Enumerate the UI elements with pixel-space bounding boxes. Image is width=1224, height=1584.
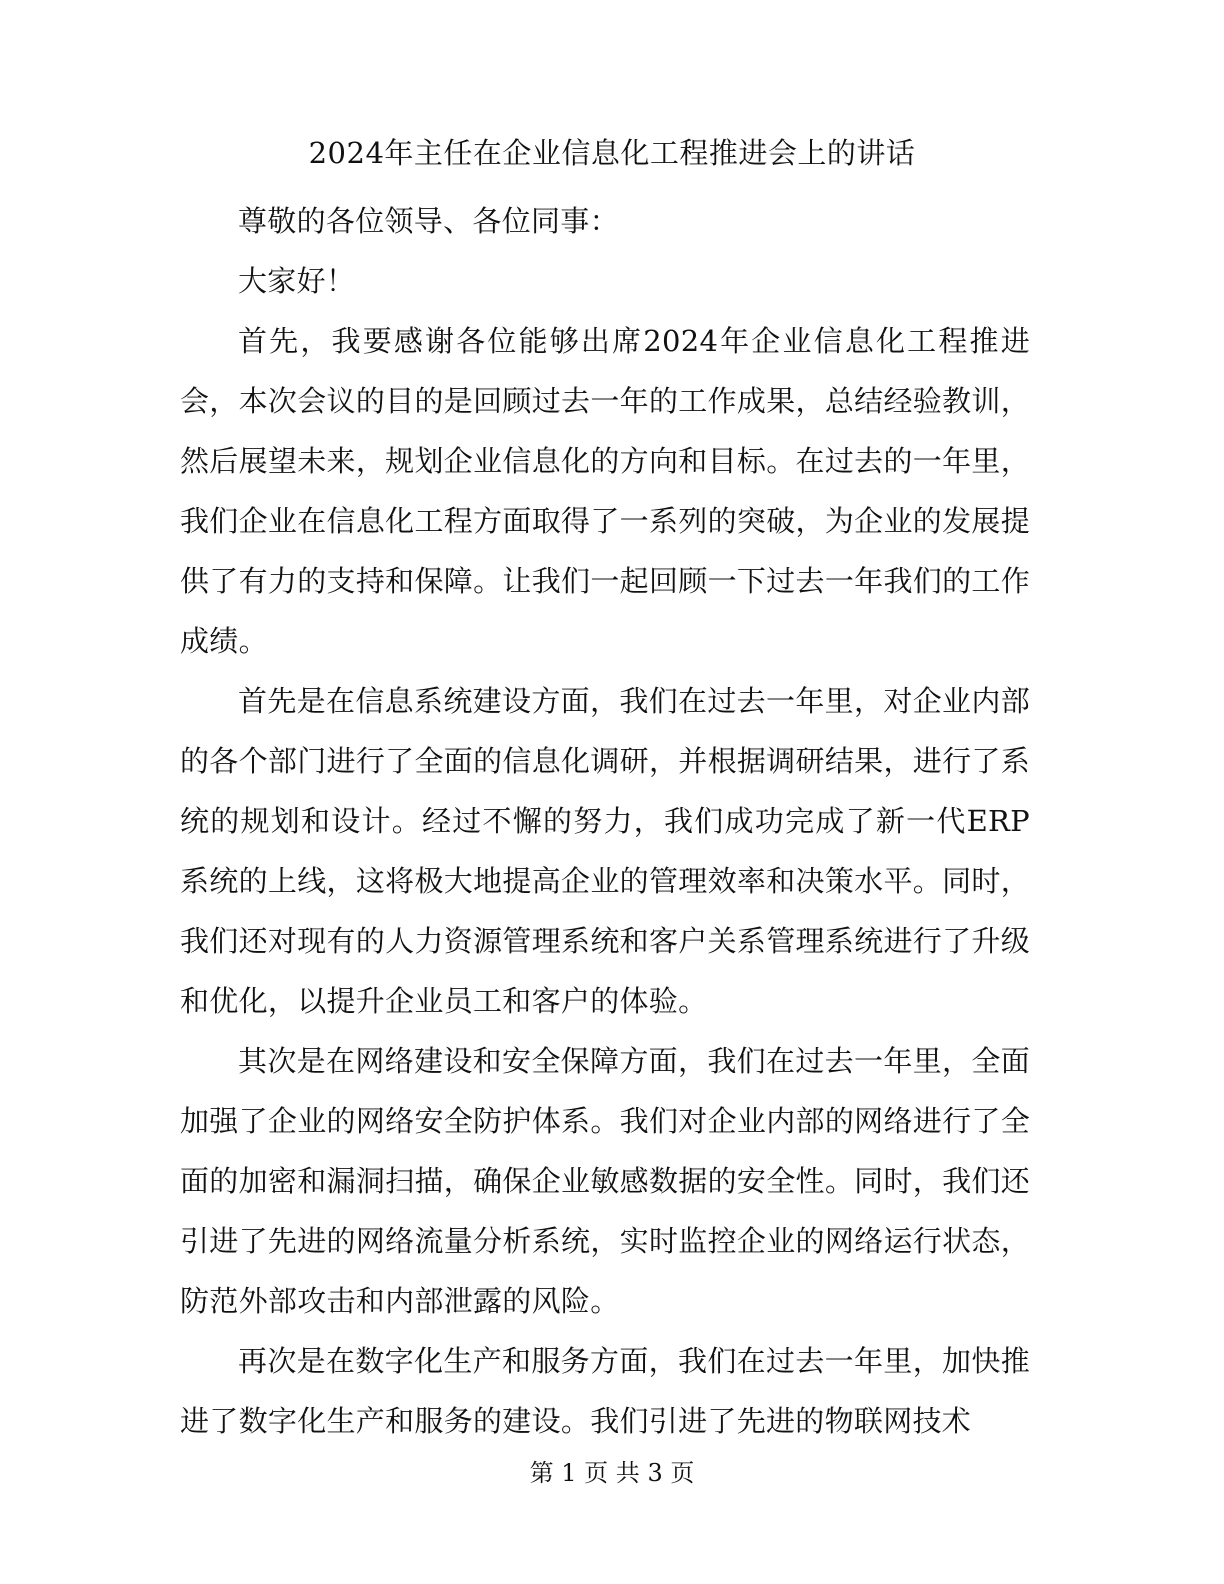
salutation: 尊敬的各位领导、各位同事： (238, 204, 619, 238)
paragraph-digital-production: 再次是在数字化生产和服务方面，我们在过去一年里，加快推进了数字化生产和服务的建设。我们引进了先进的物联网技术 (180, 1344, 1030, 1438)
page-footer: 第 1 页 共 3 页 (529, 1459, 695, 1487)
greeting: 大家好！ (238, 264, 356, 298)
paragraph-network-security: 其次是在网络建设和安全保障方面，我们在过去一年里，全面加强了企业的网络安全防护体系。我们对企业内部的网络进行了全面的加密和漏洞扫描，确保企业敏感数据的安全性。同时，我们还引进了先进的网络流量分析系统，实时监控企业的网络运行状态，防范外部攻击和内部泄露的风险。 (180, 1044, 1030, 1318)
paragraph-intro: 首先，我要感谢各位能够出席2024年企业信息化工程推进会，本次会议的目的是回顾过去一年的工作成果，总结经验教训，然后展望未来，规划企业信息化的方向和目标。在过去的一年里，我们企业在信息化工程方面取得了一系列的突破，为企业的发展提供了有力的支持和保障。让我们一起回顾一下过去一年我们的工作成绩。 (180, 324, 1030, 658)
document-body (180, 191, 1030, 1451)
paragraph-information-systems: 首先是在信息系统建设方面，我们在过去一年里，对企业内部的各个部门进行了全面的信息化调研，并根据调研结果，进行了系统的规划和设计。经过不懈的努力，我们成功完成了新一代ERP系统的上线，这将极大地提高企业的管理效率和决策水平。同时，我们还对现有的人力资源管理系统和客户关系管理系统进行了升级和优化，以提升企业员工和客户的体验。 (180, 684, 1030, 1018)
document-title: 2024年主任在企业信息化工程推进会上的讲话 (308, 136, 916, 170)
